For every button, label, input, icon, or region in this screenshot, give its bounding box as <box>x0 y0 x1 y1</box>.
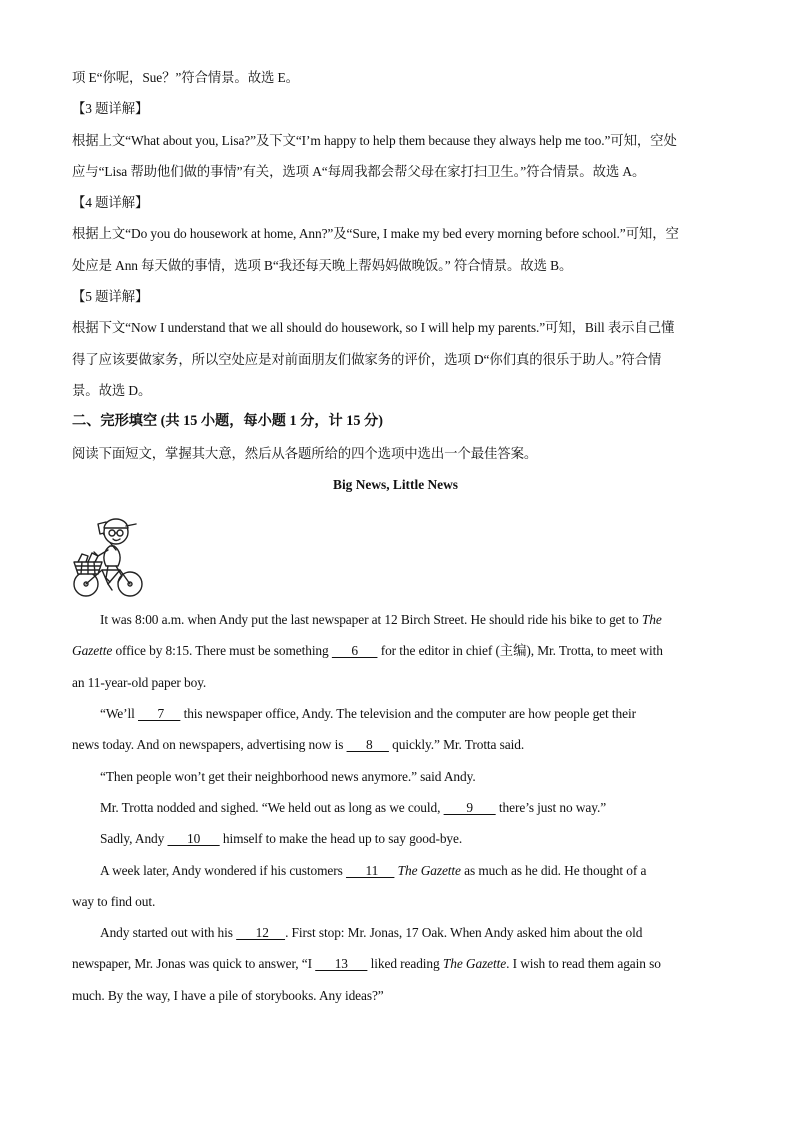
passage-text: news today. And on newspapers, advertising now is <box>72 737 347 753</box>
passage-line <box>72 948 720 979</box>
boy-on-bicycle-with-newspapers-icon <box>68 504 148 600</box>
passage-line <box>72 855 720 886</box>
blank-8[interactable]: 8 <box>346 737 389 753</box>
passage-text: there’s just no way.” <box>495 799 607 815</box>
passage-line: “Then people won’t get their neighborhood news anymore.” said Andy. <box>100 768 476 784</box>
section-heading: 二、完形填空 (共 15 小题，每小题 1 分，计 15 分) <box>72 413 383 430</box>
question-5-heading: 【5 题详解】 <box>72 289 149 305</box>
passage-line <box>72 729 720 760</box>
passage-text: for the editor in chief (主编), Mr. Trotta, to meet with <box>377 643 663 659</box>
passage-text: “We’ll <box>100 706 139 722</box>
answer-text-line: 得了应该要做家务，所以空处应是对前面朋友们做家务的评价，选项 D“你们真的很乐于助人。”符合情 <box>72 351 662 367</box>
passage-text: . First stop: Mr. Jonas, 17 Oak. When Andy asked him about the old <box>285 925 643 941</box>
passage-line: way to find out. <box>72 893 156 909</box>
blank-6[interactable]: 6 <box>331 643 378 659</box>
passage-italic: The <box>641 612 662 628</box>
passage-italic: The Gazette <box>397 862 461 878</box>
blank-12[interactable]: 12 <box>236 925 286 941</box>
answer-text-line: 处应是 Ann 每天做的事情，选项 B“我还每天晚上帮妈妈做晚饭。” 符合情景。故选 B。 <box>72 257 573 273</box>
passage-text: It was 8:00 a.m. when Andy put the last newspaper at 12 Birch Street. He should ride his bike to get to <box>100 612 642 628</box>
question-3-heading: 【3 题详解】 <box>72 101 149 117</box>
blank-9[interactable]: 9 <box>443 799 496 815</box>
answer-text-line: 根据上文“Do you do housework at home, Ann?”及“Sure, I make my bed every morning before school.”可知，空 <box>72 226 679 242</box>
passage-text: as much as he did. He thought of a <box>460 862 647 878</box>
answer-text-line: 项 E“你呢，Sue？”符合情景。故选 E。 <box>72 70 299 85</box>
passage-text: newspaper, Mr. Jonas was quick to answer, “I <box>72 956 316 972</box>
passage-text: Sadly, Andy <box>100 831 168 847</box>
passage-text: Mr. Trotta nodded and sighed. “We held out as long as we could, <box>100 799 444 815</box>
passage-text: A week later, Andy wondered if his customers <box>100 862 346 878</box>
blank-13[interactable]: 13 <box>315 956 368 972</box>
answer-text-line: 根据下文“Now I understand that we all should do housework, so I will help my parents.”可知，Bill 表示自己懂 <box>72 320 675 336</box>
passage-italic: Gazette <box>72 643 113 659</box>
passage-text: office by 8:15. There must be something <box>112 643 332 659</box>
passage-italic: The Gazette <box>442 956 507 972</box>
blank-7[interactable]: 7 <box>138 706 181 722</box>
passage-line <box>72 698 720 729</box>
passage-line: much. By the way, I have a pile of storybooks. Any ideas?” <box>72 987 384 1003</box>
document-page <box>72 62 720 1011</box>
story-title: Big News, Little News <box>333 476 458 492</box>
passage-line: an 11-year-old paper boy. <box>72 674 207 690</box>
passage-text: . I wish to read them again so <box>506 956 661 972</box>
passage-text: liked reading <box>367 956 443 972</box>
passage-text: himself to make the head up to say good-bye. <box>219 831 463 847</box>
blank-10[interactable]: 10 <box>167 831 220 847</box>
passage-line <box>72 917 720 948</box>
section-instruction: 阅读下面短文，掌握其大意，然后从各题所给的四个选项中选出一个最佳答案。 <box>72 445 538 461</box>
passage-line <box>72 823 720 854</box>
passage-line <box>72 792 720 823</box>
answer-text-line: 根据上文“What about you, Lisa?”及下文“I’m happy to help them because they always help me too.”可知，空处 <box>72 132 677 148</box>
passage-text: this newspaper office, Andy. The television and the computer are how people get their <box>180 706 636 722</box>
passage-text: Andy started out with his <box>100 925 237 941</box>
question-4-heading: 【4 题详解】 <box>72 195 149 211</box>
passage-line <box>72 635 720 666</box>
blank-11[interactable]: 11 <box>345 862 395 878</box>
passage-line <box>72 604 720 635</box>
answer-text-line: 景。故选 D。 <box>72 382 152 398</box>
answer-text-line: 应与“Lisa 帮助他们做的事情”有关，选项 A“每周我都会帮父母在家打扫卫生。”符合情景。故选 A。 <box>72 163 646 179</box>
passage-text: quickly.” Mr. Trotta said. <box>388 737 525 753</box>
